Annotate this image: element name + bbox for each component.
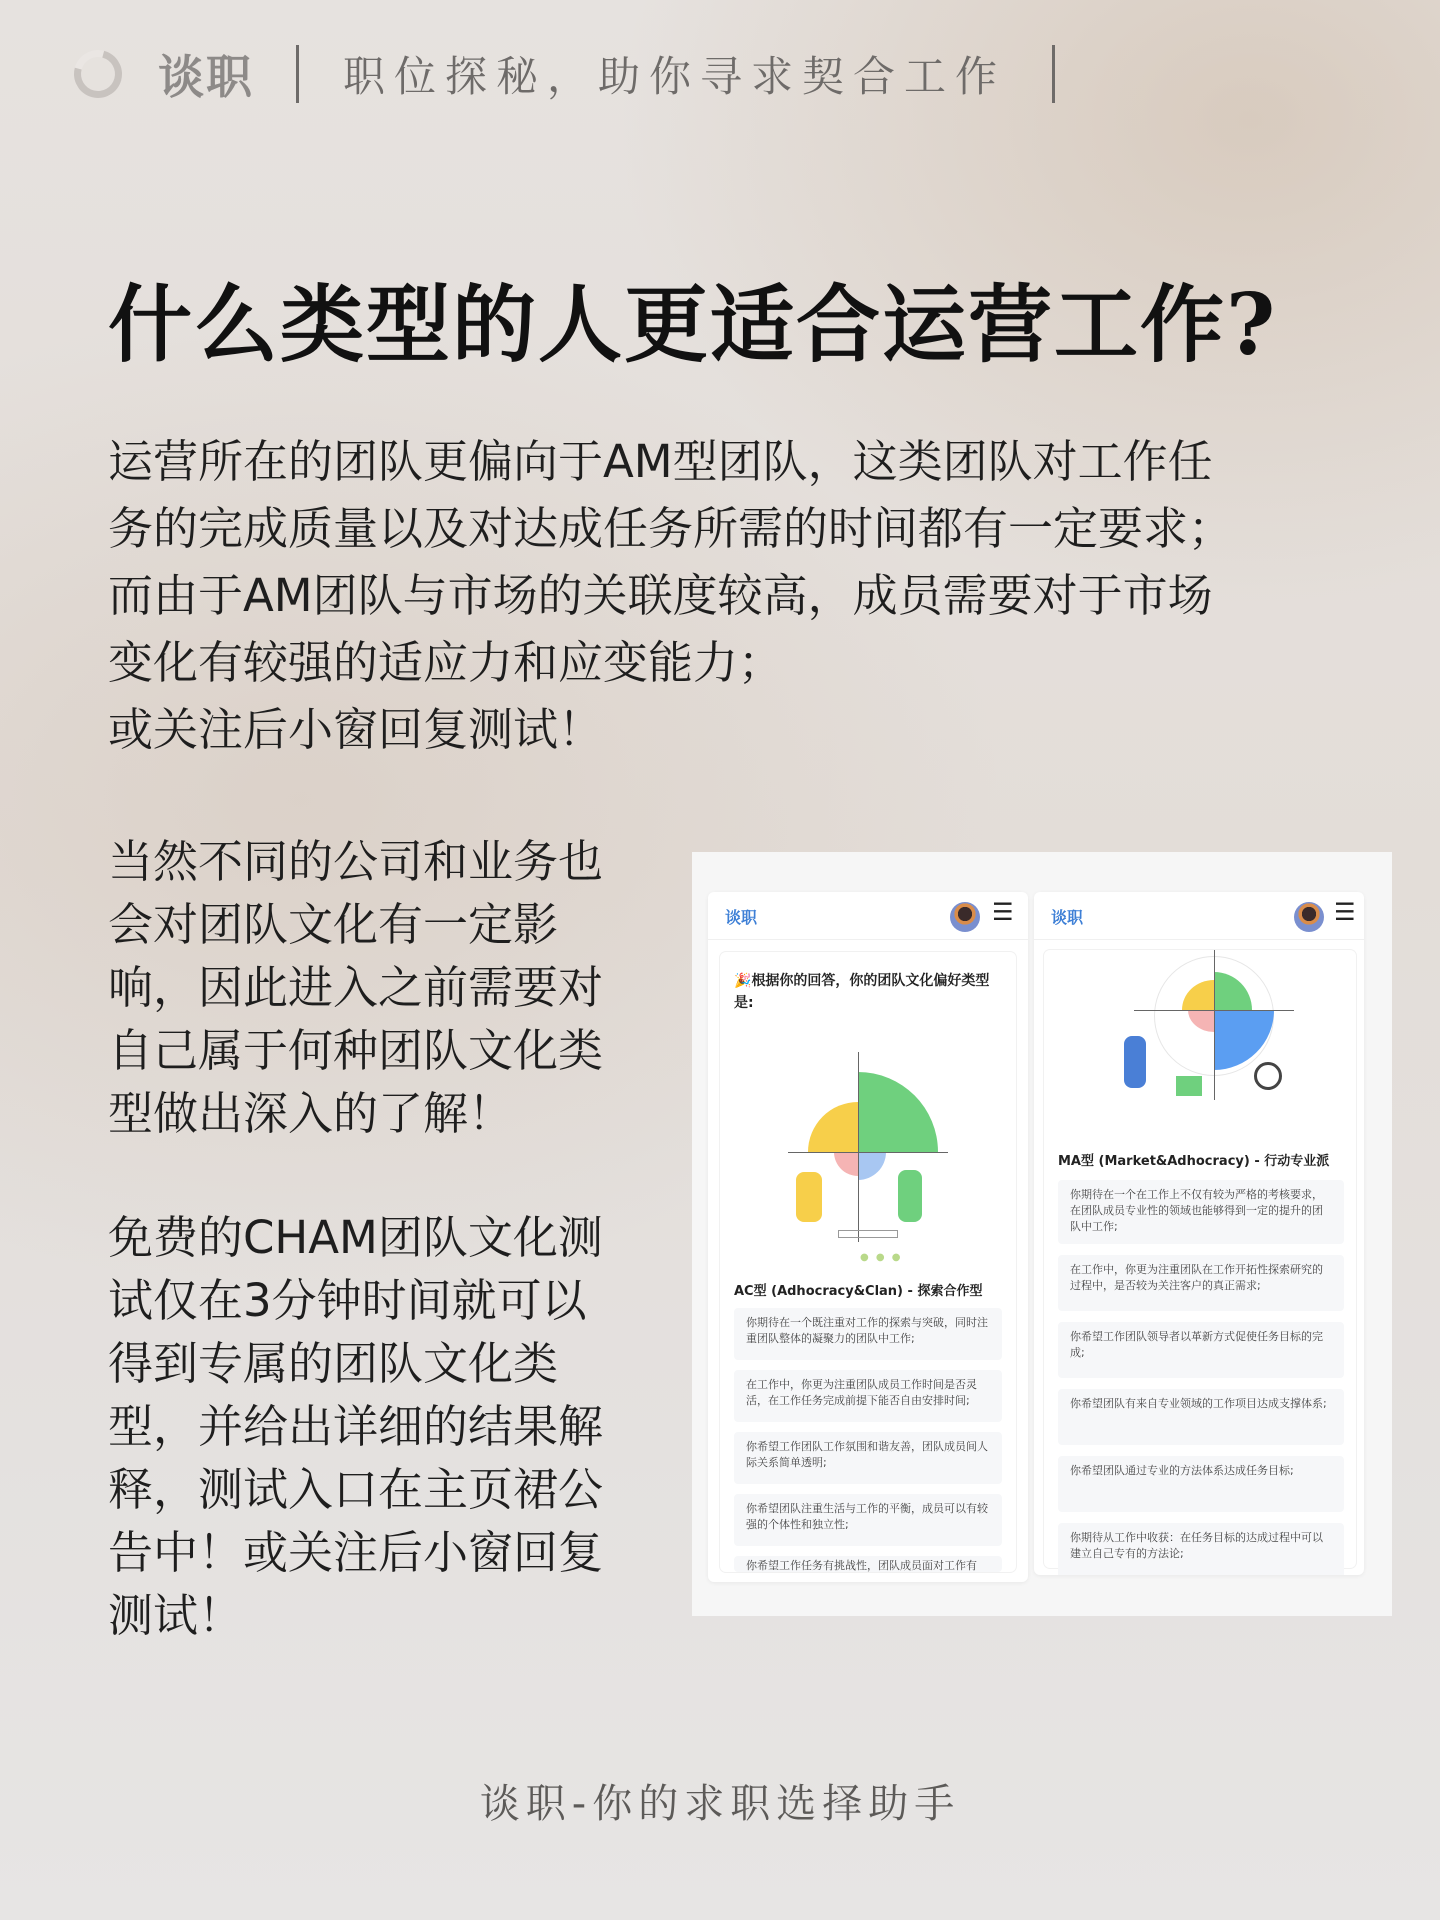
test-line: 释，测试入口在主页裙公 xyxy=(108,1463,604,1516)
result-panel xyxy=(720,952,1016,1572)
list-item: 你希望团队有来自专业领域的工作项目达成支撑体系; xyxy=(1058,1389,1344,1445)
list-item: 你期待在一个在工作上不仅有较为严格的考核要求，在团队成员专业性的领域也能够得到一定的提升的团队中工作; xyxy=(1058,1180,1344,1244)
culture-line: 会对团队文化有一定影 xyxy=(108,898,559,951)
intro-paragraph xyxy=(108,428,1328,763)
menu-icon[interactable]: ☰ xyxy=(992,898,1014,926)
test-line: 告中！或关注后小窗回复 xyxy=(108,1526,604,1579)
app-logo[interactable]: 谈职 xyxy=(1051,908,1084,927)
app-logo[interactable]: 谈职 xyxy=(725,908,758,927)
result-title-text: 根据你的回答，你的团队文化偏好类型是: xyxy=(734,973,990,1011)
footer-tagline: 谈职-你的求职选择助手 xyxy=(479,1781,961,1827)
quadrant-pink xyxy=(834,1152,858,1176)
person-figure xyxy=(1124,1036,1146,1088)
test-line: 得到专属的团队文化类 xyxy=(108,1337,559,1390)
intro-line: 或关注后小窗回复测试！ xyxy=(108,703,604,756)
header-divider xyxy=(296,45,299,103)
list-item: 你期待在一个既注重对工作的探索与突破，同时注重团队整体的凝聚力的团队中工作; xyxy=(734,1308,1002,1360)
app-screenshot-card xyxy=(692,852,1392,1616)
brand-logo-icon xyxy=(65,41,131,107)
brand-name: 谈职 xyxy=(158,50,254,104)
intro-line: 而由于AM团队与市场的关联度较高，成员需要对于市场 xyxy=(108,569,1213,622)
books-shape xyxy=(1176,1076,1202,1096)
result-type-title: AC型 (Adhocracy&Clan) - 探索合作型 xyxy=(734,1284,983,1299)
header xyxy=(74,42,1055,106)
culture-line: 当然不同的公司和业务也 xyxy=(108,835,604,888)
list-item: 在工作中，你更为注重团队成员工作时间是否灵活，在工作任务完成前提下能否自由安排时间; xyxy=(734,1370,1002,1422)
result-type-title: MA型 (Market&Adhocracy) - 行动专业派 xyxy=(1058,1154,1330,1169)
test-line: 免费的CHAM团队文化测 xyxy=(108,1211,603,1264)
axis-vertical xyxy=(858,1052,859,1242)
list-item: 你希望工作任务有挑战性，团队成员面对工作有 xyxy=(734,1556,1002,1572)
culture-line: 响，因此进入之前需要对 xyxy=(108,961,604,1014)
axis-vertical xyxy=(1214,950,1215,1100)
header-slogan: 职位探秘，助你寻求契合工作 xyxy=(343,52,1007,101)
quadrant-illustration xyxy=(1124,950,1334,1140)
quadrant-yellow xyxy=(808,1102,858,1152)
intro-line: 运营所在的团队更偏向于AM型团队，这类团队对工作任 xyxy=(108,435,1213,488)
header-divider-end xyxy=(1052,45,1055,103)
result-title xyxy=(734,970,1004,1014)
result-traits-list xyxy=(734,1308,1002,1582)
test-paragraph xyxy=(108,1206,628,1647)
result-panel xyxy=(1044,950,1356,1568)
avatar[interactable] xyxy=(950,902,980,932)
quadrant-blue xyxy=(1214,1010,1274,1070)
avatar[interactable] xyxy=(1294,902,1324,932)
axis-horizontal xyxy=(788,1152,948,1153)
list-item: 你期待从工作中收获：在任务目标的达成过程中可以建立自己专有的方法论; xyxy=(1058,1523,1344,1575)
quadrant-blue xyxy=(858,1152,886,1180)
culture-paragraph xyxy=(108,830,628,1145)
quadrant-illustration xyxy=(768,1052,968,1252)
list-item: 在工作中，你更为注重团队在工作开拓性探索研究的过程中，是否较为关注客户的真正需求; xyxy=(1058,1255,1344,1311)
carousel-dots[interactable]: ● ● ● xyxy=(860,1252,903,1263)
result-traits-list xyxy=(1058,1180,1344,1575)
intro-line: 变化有较强的适应力和应变能力； xyxy=(108,636,784,689)
culture-line: 型做出深入的了解！ xyxy=(108,1087,514,1140)
page-title: 什么类型的人更适合运营工作? xyxy=(108,275,1278,374)
person-figure xyxy=(898,1170,922,1222)
test-line: 型，并给出详细的结果解 xyxy=(108,1400,604,1453)
list-item: 你希望团队注重生活与工作的平衡，成员可以有较强的个体性和独立性; xyxy=(734,1494,1002,1546)
quadrant-green xyxy=(858,1072,938,1152)
app-header xyxy=(708,892,1028,940)
list-item: 你希望团队通过专业的方法体系达成任务目标; xyxy=(1058,1456,1344,1512)
intro-line: 务的完成质量以及对达成任务所需的时间都有一定要求； xyxy=(108,502,1234,555)
test-line: 试仅在3分钟时间就可以 xyxy=(108,1274,587,1327)
phone-screen-ma-result xyxy=(1034,892,1364,1575)
target-icon xyxy=(1254,1062,1282,1090)
phone-screen-ac-result xyxy=(708,892,1028,1582)
party-popper-icon: 🎉 xyxy=(734,973,752,989)
app-header xyxy=(1034,892,1364,940)
menu-icon[interactable]: ☰ xyxy=(1334,898,1356,926)
person-figure xyxy=(796,1172,822,1222)
test-line: 测试！ xyxy=(108,1589,244,1642)
list-item: 你希望工作团队领导者以革新方式促使任务目标的完成; xyxy=(1058,1322,1344,1378)
list-item: 你希望工作团队工作氛围和谐友善，团队成员间人际关系简单透明; xyxy=(734,1432,1002,1484)
platform-shape xyxy=(838,1230,898,1238)
culture-line: 自己属于何种团队文化类 xyxy=(108,1024,604,1077)
